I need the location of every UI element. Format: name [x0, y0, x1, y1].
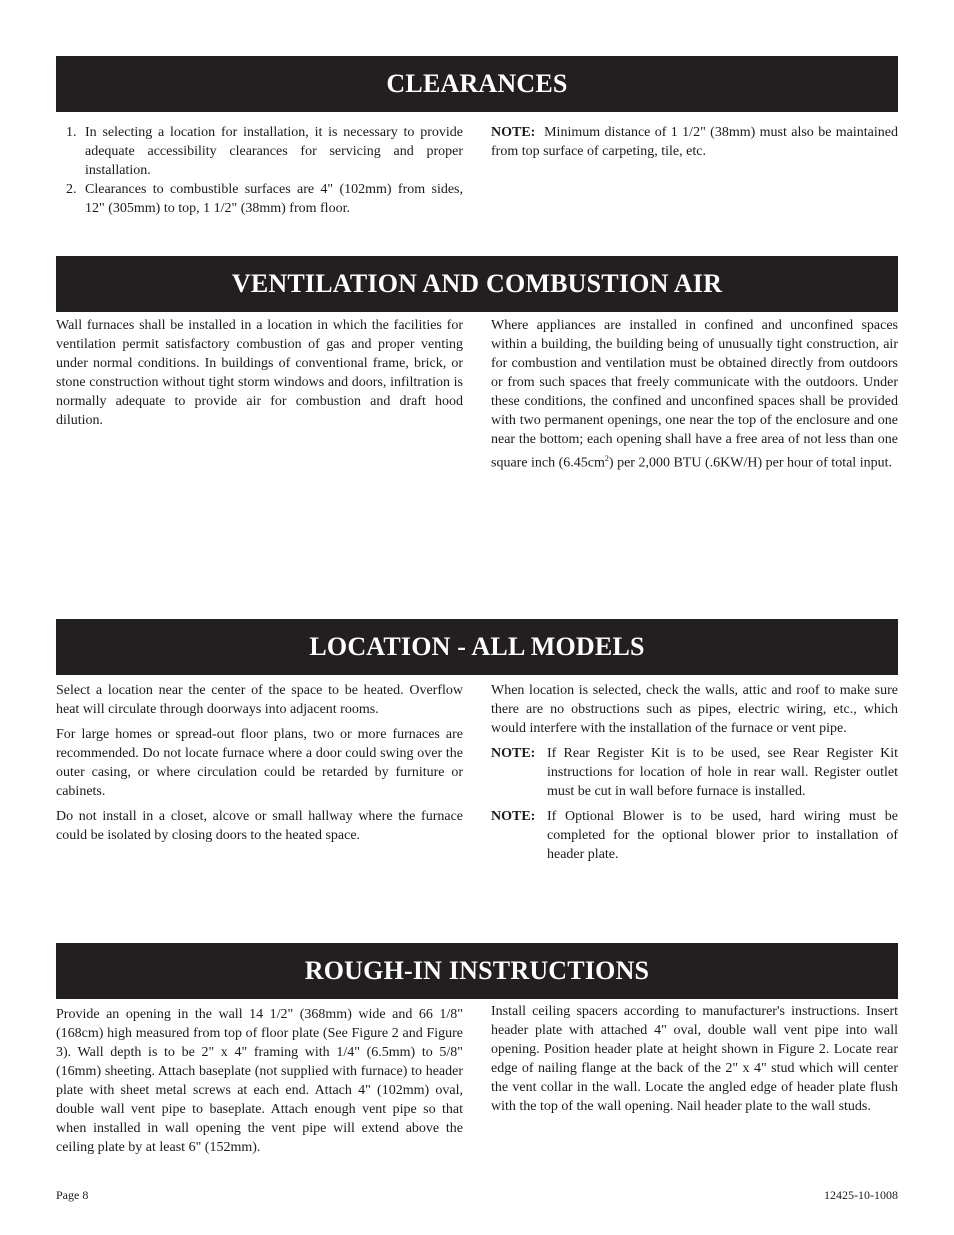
note-text: Minimum distance of 1 1/2" (38mm) must also be maintained from top surface of carpeting, tile, etc.: [491, 125, 898, 159]
clearances-list-column: [56, 123, 463, 218]
note-text: If Rear Register Kit is to be used, see Rear Register Kit instructions for location of hole in rear wall. Register outlet must be cut in wall before furnace is installed.: [547, 746, 898, 799]
note-label: NOTE:: [491, 809, 536, 824]
ventilation-right-paragraph: [491, 316, 898, 473]
location-note-optional-blower: [491, 807, 898, 864]
roughin-heading: ROUGH-IN INSTRUCTIONS: [56, 943, 898, 999]
ventilation-heading: VENTILATION AND COMBUSTION AIR: [56, 256, 898, 312]
list-text: In selecting a location for installation, it is necessary to provide adequate accessibility clearances for servicing and proper installation.: [85, 125, 463, 178]
location-paragraph: Select a location near the center of the space to be heated. Overflow heat will circulate through doorways into adjacent rooms.: [56, 683, 463, 717]
ventilation-right-text-b: ) per 2,000 BTU (.6KW/H) per hour of total input.: [608, 455, 892, 471]
list-text: Clearances to combustible surfaces are 4" (102mm) from sides, 12" (305mm) to top, 1 1/2" (38mm) from floor.: [85, 182, 463, 216]
page-number: Page 8: [56, 1188, 89, 1202]
location-right-column: [491, 681, 898, 864]
note-label: NOTE:: [491, 746, 536, 761]
list-item: [56, 180, 463, 218]
location-paragraph: Do not install in a closet, alcove or small hallway where the furnace could be isolated by closing doors to the heated space.: [56, 809, 463, 843]
clearances-note-column: [491, 123, 898, 167]
clearances-heading: CLEARANCES: [56, 56, 898, 112]
location-note-rear-register: [491, 744, 898, 801]
ventilation-right-column: [491, 316, 898, 479]
list-number: 2.: [66, 182, 77, 197]
ventilation-right-text-a: Where appliances are installed in confined and unconfined spaces within a building, the building being of unusually tight construction, air for combustion and ventilation must be obtained directly from outdoors or from such spaces that freely communicate with the outdoors. Under these conditions, the confined and unconfined spaces shall be provided with two permanent openings, one near the top of the enclosure and one near the bottom; each opening shall have a free area of not less than one square inch (6.45cm: [491, 318, 898, 471]
location-right-paragraph: When location is selected, check the walls, attic and roof to make sure there are no obstructions such as pipes, electric wiring, etc., which would interfere with the installation of the furnace or vent pipe.: [491, 683, 898, 736]
ventilation-left-paragraph: Wall furnaces shall be installed in a location in which the facilities for ventilation permit satisfactory combustion of gas and proper venting under normal conditions. In buildings of conventional frame, brick, or stone construction without tight storm windows and doors, infiltration is normally adequate to provide air for combustion and draft hood dilution.: [56, 318, 463, 428]
clearances-note: [491, 123, 898, 161]
location-paragraph: For large homes or spread-out floor plans, two or more furnaces are recommended. Do not locate furnace where a door could swing over the outer casing, or where circulation could be retarded by furniture or cabinets.: [56, 727, 463, 799]
list-item: [56, 123, 463, 180]
document-number: 12425-10-1008: [824, 1188, 898, 1202]
note-label: NOTE:: [491, 125, 536, 140]
location-left-column: [56, 681, 463, 851]
location-heading: LOCATION - ALL MODELS: [56, 619, 898, 675]
clearances-list: [56, 123, 463, 218]
roughin-right-paragraph: Install ceiling spacers according to manufacturer's instructions. Insert header plate with attached 4" oval, double wall vent pipe into wall opening. Position header plate at height shown in Figure 2. Locate rear edge of nailing flange at the back of the 2" x 4" stud which will center the vent collar in the wall. Locate the angled edge of header plate flush with the top of the wall opening. Nail header plate to the wall studs.: [491, 1004, 898, 1114]
roughin-left-column: [56, 1005, 463, 1163]
note-text: If Optional Blower is to be used, hard wiring must be completed for the optional blower prior to installation of header plate.: [547, 809, 898, 862]
roughin-left-paragraph: Provide an opening in the wall 14 1/2" (368mm) wide and 66 1/8" (168cm) high measured from top of floor plate (See Figure 2 and Figure 3). Wall depth is to be 2" x 4" framing with 1/4" (6.5mm) to 5/8" (16mm) sheeting. Attach baseplate (not supplied with furnace) to header plate with sheet metal screws at each end. Attach 4" (102mm) oval, double wall vent pipe to baseplate. Attach enough vent pipe so that when installed in wall opening the vent pipe will extend above the ceiling plate by at least 6" (152mm).: [56, 1007, 463, 1155]
list-number: 1.: [66, 125, 77, 140]
superscript: 2: [604, 454, 609, 463]
roughin-right-column: [491, 1002, 898, 1122]
ventilation-left-column: [56, 316, 463, 436]
